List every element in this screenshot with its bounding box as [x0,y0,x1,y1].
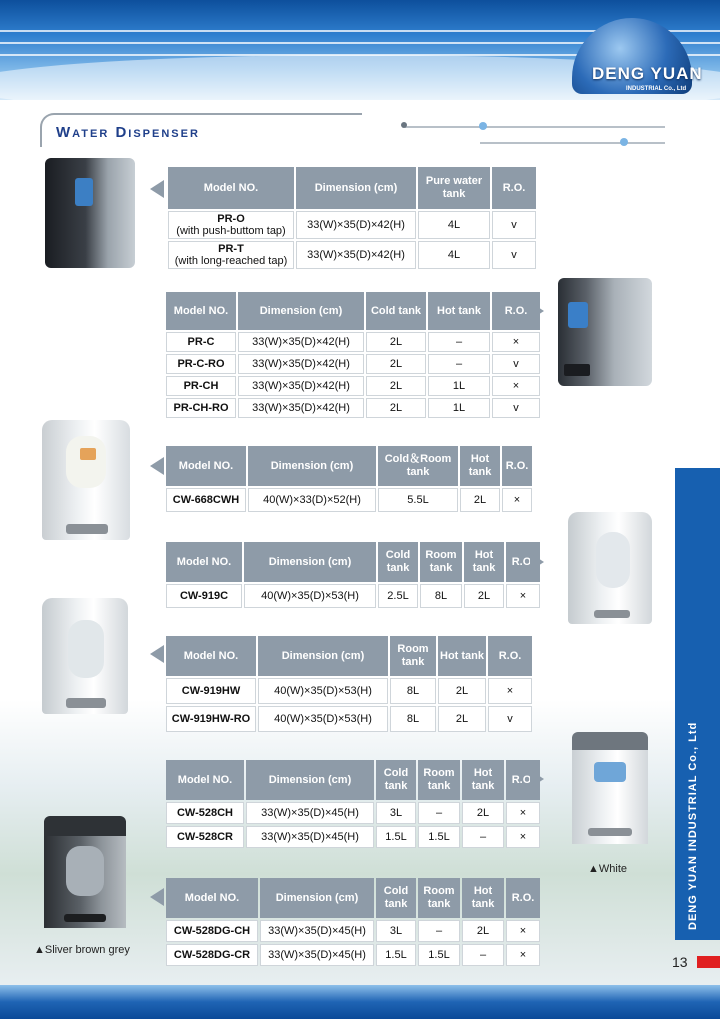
col-header: Hot tank [460,446,500,486]
model-cell: CW-528CH [166,802,244,824]
room-cell: 1.5L [418,826,460,848]
dimension-cell: 40(W)×33(D)×52(H) [248,488,376,512]
hot-cell: – [428,354,490,374]
table-row [166,332,540,352]
col-header: Cold tank [366,292,426,330]
table-row [166,376,540,396]
col-header: Hot tank [438,636,486,676]
table-row [166,488,532,512]
col-header: R.O. [506,542,540,582]
hot-cell: 1L [428,398,490,418]
dimension-cell: 33(W)×35(D)×42(H) [238,398,364,418]
col-header: Model NO. [168,167,294,209]
model-cell: PR-T (with long-reached tap) [168,241,294,269]
hot-cell: 2L [464,584,504,608]
col-header: Dimension (cm) [260,878,374,918]
ro-cell: × [506,802,540,824]
table-row [166,920,540,942]
col-header: Dimension (cm) [244,542,376,582]
col-header: Hot tank [428,292,490,330]
sidebar-company-text: DENG YUAN INDUSTRIAL Co., Ltd [687,721,699,930]
pointer-arrow-icon [530,302,544,320]
brand-logo: DENG YUAN [592,64,703,83]
cold-cell: 2L [366,376,426,396]
col-header: Dimension (cm) [246,760,374,800]
col-header: Cold＆Room tank [378,446,458,486]
room-cell: 8L [390,706,436,732]
col-header: Room tank [418,878,460,918]
room-cell: – [418,802,460,824]
dispenser-cw-919hw-image [42,598,128,714]
dimension-cell: 33(W)×35(D)×42(H) [238,354,364,374]
spec-table-pr-o [166,165,538,271]
col-header: Pure water tank [418,167,490,209]
col-header: R.O. [488,636,532,676]
hot-cell: 1L [428,376,490,396]
col-header: Dimension (cm) [238,292,364,330]
col-header: Dimension (cm) [296,167,416,209]
cold-cell: 2L [366,332,426,352]
table-row [166,706,532,732]
dispenser-white-image [572,732,648,844]
dimension-cell: 33(W)×35(D)×45(H) [246,802,374,824]
cold-cell: 1.5L [376,944,416,966]
dimension-cell: 33(W)×35(D)×45(H) [260,920,374,942]
col-header: R.O. [492,167,536,209]
caption-silver: ▲Sliver brown grey [34,944,130,956]
table-row [166,354,540,374]
col-header: Cold tank [376,760,416,800]
col-header: Room tank [390,636,436,676]
hot-cell: 2L [438,678,486,704]
page-number: 13 [672,954,688,970]
cold-cell: 3L [376,920,416,942]
ro-cell: v [492,211,536,239]
ro-cell: × [506,826,540,848]
col-header: Room tank [420,542,462,582]
col-header: Model NO. [166,292,236,330]
model-cell: PR-O (with push-buttom tap) [168,211,294,239]
pointer-arrow-icon [530,770,544,788]
header-band [0,0,720,100]
pointer-arrow-icon [150,645,164,663]
dimension-cell: 33(W)×35(D)×45(H) [246,826,374,848]
col-header: R.O. [502,446,532,486]
dispenser-pr-image [45,158,135,268]
table-row [166,398,540,418]
col-header: Model NO. [166,878,258,918]
ro-cell: × [502,488,532,512]
divider [405,126,665,128]
cold-cell: 2.5L [378,584,418,608]
cold-cell: 2L [366,398,426,418]
spec-table-cw-919hw [164,634,534,734]
model-cell: PR-CH [166,376,236,396]
table-row [166,802,540,824]
ro-cell: × [492,376,540,396]
table-row [168,241,536,269]
model-cell: PR-C-RO [166,354,236,374]
ro-cell: × [506,584,540,608]
hot-cell: 2L [462,802,504,824]
dimension-cell: 33(W)×35(D)×42(H) [238,376,364,396]
room-cell: – [418,920,460,942]
model-cell: CW-919HW-RO [166,706,256,732]
col-header: Dimension (cm) [248,446,376,486]
room-cell: 8L [420,584,462,608]
model-cell: CW-528DG-CR [166,944,258,966]
cold-cell: 1.5L [376,826,416,848]
pointer-arrow-icon [150,457,164,475]
col-header: Cold tank [376,878,416,918]
page-title: Water Dispenser [56,124,200,141]
dimension-cell: 40(W)×35(D)×53(H) [258,706,388,732]
spec-table-cw-668 [164,444,534,514]
dimension-cell: 40(W)×35(D)×53(H) [258,678,388,704]
divider [480,142,665,144]
ro-cell: × [506,920,540,942]
model-cell: CW-528CR [166,826,244,848]
cold-cell: 3L [376,802,416,824]
model-cell: CW-919C [166,584,242,608]
table-row [168,211,536,239]
coldroom-cell: 5.5L [378,488,458,512]
bullet-dot [401,122,407,128]
ro-cell: v [488,706,532,732]
col-header: R.O. [506,878,540,918]
dimension-cell: 33(W)×35(D)×42(H) [296,241,416,269]
spec-table-pr-c [164,290,542,420]
hot-cell: – [428,332,490,352]
dispenser-cw-919c-image [568,512,652,624]
col-header: Model NO. [166,760,244,800]
room-cell: 8L [390,678,436,704]
col-header: Model NO. [166,636,256,676]
table-row [166,826,540,848]
col-header: Hot tank [464,542,504,582]
ro-cell: v [492,241,536,269]
pointer-arrow-icon [530,553,544,571]
dispenser-cw-668-image [42,420,130,540]
dimension-cell: 33(W)×35(D)×42(H) [296,211,416,239]
model-cell: PR-C [166,332,236,352]
tank-cell: 4L [418,211,490,239]
caption-white: ▲White [588,863,628,875]
hot-cell: – [462,826,504,848]
hot-cell: 2L [438,706,486,732]
model-cell: CW-668CWH [166,488,246,512]
dimension-cell: 33(W)×35(D)×42(H) [238,332,364,352]
spec-table-cw-528 [164,758,542,850]
cold-cell: 2L [366,354,426,374]
col-header: Model NO. [166,542,242,582]
col-header: Room tank [418,760,460,800]
spec-table-cw-919c [164,540,542,610]
pointer-arrow-icon [150,888,164,906]
model-cell: CW-528DG-CH [166,920,258,942]
ro-cell: × [492,332,540,352]
footer-band [0,985,720,1019]
dimension-cell: 40(W)×35(D)×53(H) [244,584,376,608]
col-header: Hot tank [462,878,504,918]
hot-cell: 2L [460,488,500,512]
spec-table-cw-528dg [164,876,542,968]
hot-cell: 2L [462,920,504,942]
brand-subtitle: INDUSTRIAL Co., Ltd [626,86,687,92]
ro-cell: v [492,354,540,374]
col-header: R.O. [492,292,540,330]
page-marker [697,956,720,968]
dispenser-silver-image [44,816,126,928]
table-row [166,944,540,966]
pointer-arrow-icon [150,180,164,198]
hot-cell: – [462,944,504,966]
tank-cell: 4L [418,241,490,269]
dimension-cell: 33(W)×35(D)×45(H) [260,944,374,966]
bullet-dot [479,122,487,130]
model-cell: CW-919HW [166,678,256,704]
col-header: Dimension (cm) [258,636,388,676]
table-row [166,584,540,608]
table-row [166,678,532,704]
dispenser-pr-c-image [558,278,652,386]
ro-cell: × [488,678,532,704]
col-header: Model NO. [166,446,246,486]
model-cell: PR-CH-RO [166,398,236,418]
col-header: Hot tank [462,760,504,800]
col-header: Cold tank [378,542,418,582]
ro-cell: v [492,398,540,418]
room-cell: 1.5L [418,944,460,966]
col-header: R.O. [506,760,540,800]
ro-cell: × [506,944,540,966]
bullet-dot [620,138,628,146]
